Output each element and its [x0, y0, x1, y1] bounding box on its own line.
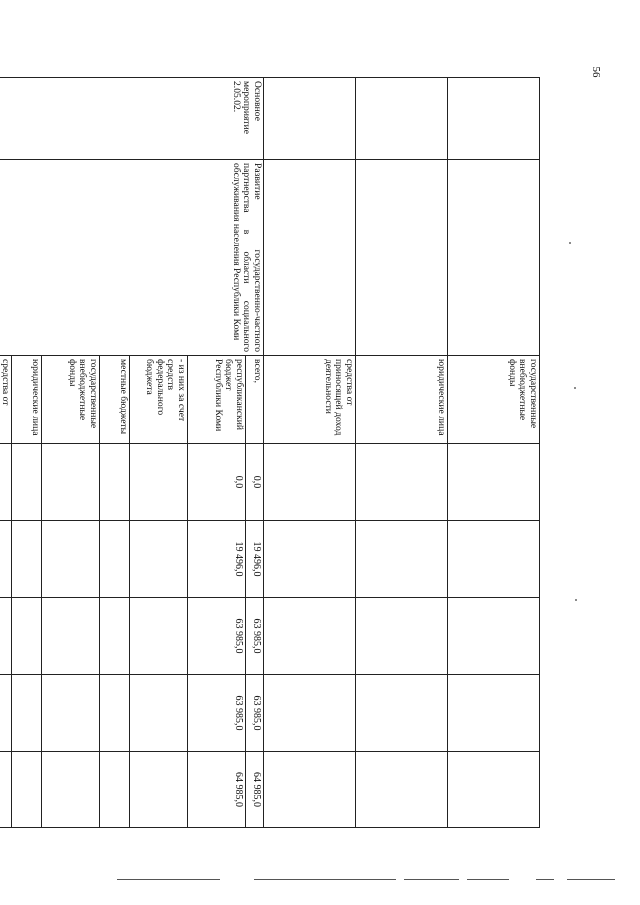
blank-cell	[264, 78, 356, 160]
value-cell	[42, 521, 100, 598]
value-cell	[264, 598, 356, 675]
budget-table-frame	[0, 77, 540, 827]
value-cell	[264, 752, 356, 828]
item-status: Основное мероприятие 2.05.02.	[0, 78, 264, 160]
scan-rule	[567, 879, 615, 880]
value-cell	[356, 444, 448, 521]
value-cell	[264, 444, 356, 521]
value-cell	[0, 675, 12, 752]
value-cell: 64 985,0	[246, 752, 264, 828]
value-cell	[356, 598, 448, 675]
value-cell	[356, 521, 448, 598]
value-cell: 63 985,0	[188, 598, 246, 675]
item-1-total-row	[246, 78, 264, 828]
value-cell	[100, 752, 130, 828]
scan-speck	[574, 387, 576, 389]
top-row-3	[264, 78, 356, 828]
value-cell	[448, 598, 540, 675]
scan-speck	[575, 599, 577, 601]
value-cell	[448, 444, 540, 521]
value-cell	[130, 521, 188, 598]
source-label: местные бюджеты	[100, 356, 130, 444]
value-cell	[42, 598, 100, 675]
scan-rule	[254, 879, 396, 880]
scan-speck	[569, 242, 571, 244]
value-cell	[12, 521, 42, 598]
value-cell	[356, 752, 448, 828]
value-cell	[130, 444, 188, 521]
source-label: республиканский бюджет Республики Коми	[188, 356, 246, 444]
value-cell	[448, 521, 540, 598]
value-cell	[0, 752, 12, 828]
source-label: государственные внебюджетные фонды	[448, 356, 540, 444]
value-cell	[0, 444, 12, 521]
value-cell	[12, 444, 42, 521]
value-cell	[100, 598, 130, 675]
value-cell: 0,0	[246, 444, 264, 521]
value-cell: 19 496,0	[246, 521, 264, 598]
top-row-2	[356, 78, 448, 828]
value-cell	[42, 752, 100, 828]
rotated-table-wrapper	[0, 77, 540, 827]
blank-cell	[356, 160, 448, 356]
value-cell	[264, 675, 356, 752]
value-cell	[264, 521, 356, 598]
blank-cell	[448, 78, 540, 160]
value-cell: 19 496,0	[188, 521, 246, 598]
scan-rule	[467, 879, 509, 880]
blank-cell	[264, 160, 356, 356]
value-cell: 64 985,0	[188, 752, 246, 828]
source-label: юридические лица	[12, 356, 42, 444]
value-cell: 0,0	[188, 444, 246, 521]
scan-rule	[117, 879, 220, 880]
source-label: юридические лица	[356, 356, 448, 444]
value-cell	[130, 598, 188, 675]
value-cell	[448, 675, 540, 752]
value-cell	[42, 675, 100, 752]
value-cell: 63 985,0	[246, 598, 264, 675]
value-cell	[100, 444, 130, 521]
value-cell	[0, 521, 12, 598]
value-cell	[42, 444, 100, 521]
value-cell	[356, 675, 448, 752]
blank-cell	[356, 78, 448, 160]
blank-cell	[448, 160, 540, 356]
value-cell: 63 985,0	[246, 675, 264, 752]
value-cell	[12, 598, 42, 675]
page-number: 56	[590, 66, 602, 78]
value-cell	[130, 675, 188, 752]
source-label: государственные внебюджетные фонды	[42, 356, 100, 444]
item-name: Развитие государственно-частного партнерства в области социального обслуживания населения Республики Коми	[0, 160, 264, 356]
source-label: всего,	[246, 356, 264, 444]
source-label: - из них за счет средств федерального бюджета	[130, 356, 188, 444]
value-cell	[448, 752, 540, 828]
value-cell	[130, 752, 188, 828]
value-cell	[12, 675, 42, 752]
scan-rule	[536, 879, 554, 880]
value-cell	[100, 521, 130, 598]
top-row-1	[448, 78, 540, 828]
value-cell	[12, 752, 42, 828]
source-label: средства от	[0, 356, 12, 444]
value-cell	[100, 675, 130, 752]
value-cell	[0, 598, 12, 675]
scan-rule	[404, 879, 459, 880]
value-cell: 63 985,0	[188, 675, 246, 752]
source-label: средства от приносящей доход деятельности	[264, 356, 356, 444]
budget-table	[0, 77, 540, 828]
